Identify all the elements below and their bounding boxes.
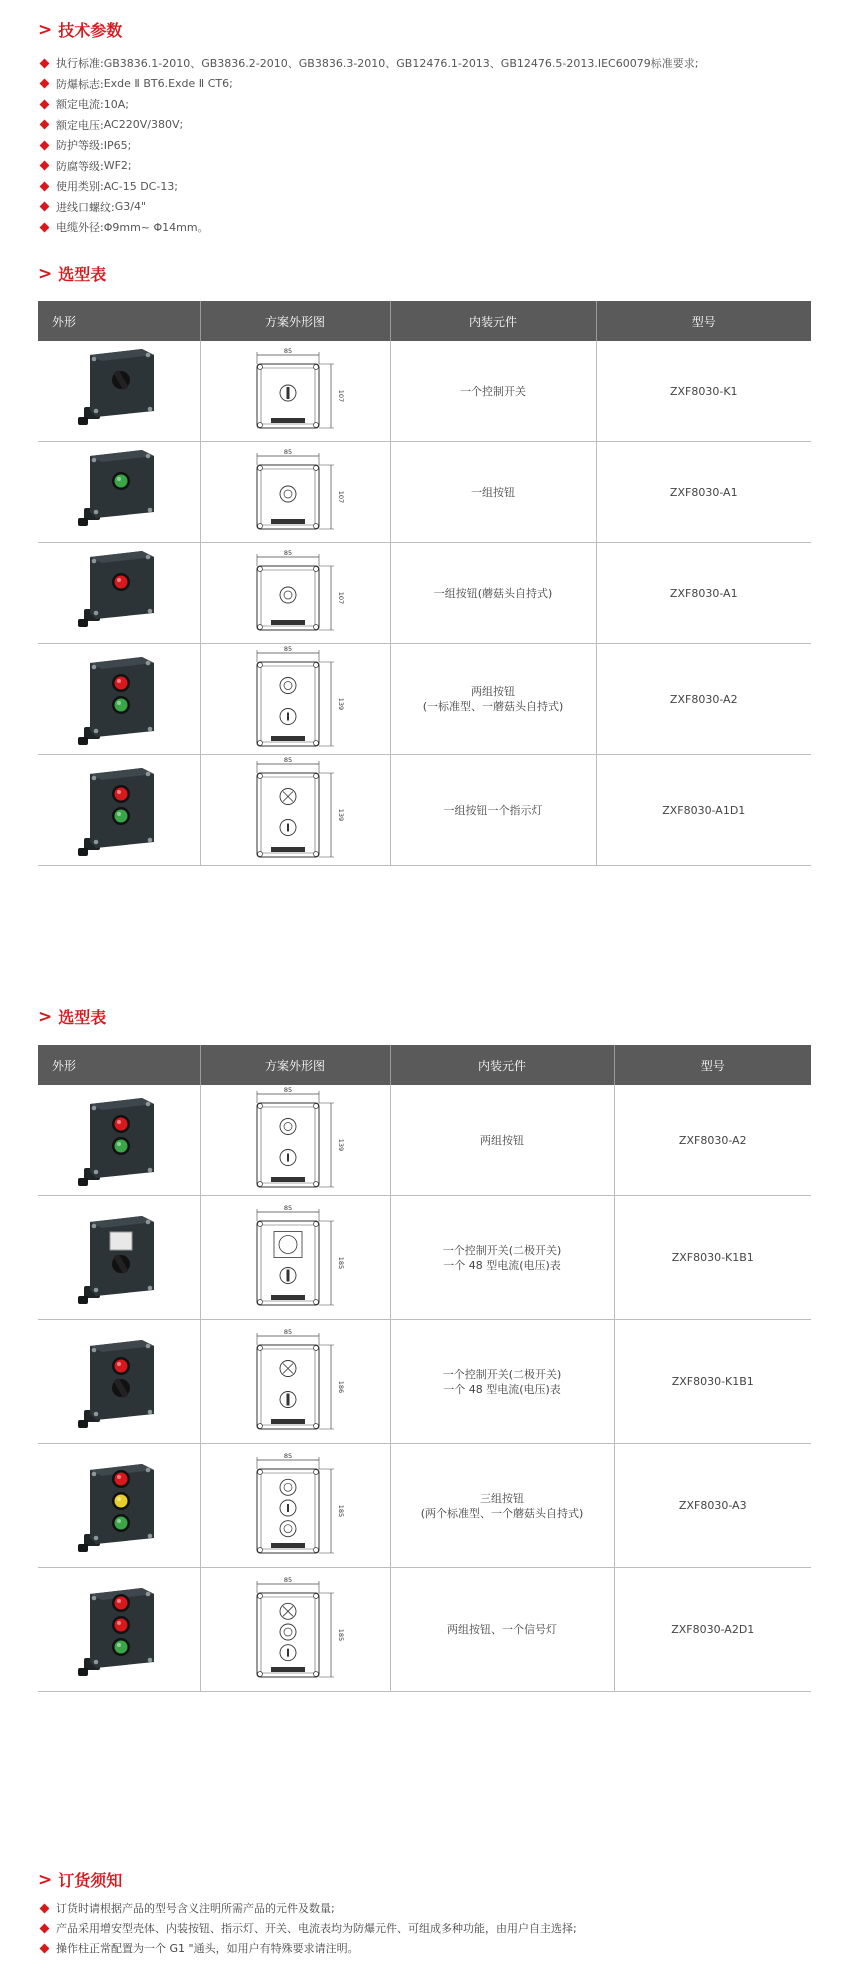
- param-value: GB3836.1-2010、GB3836.2-2010、GB3836.3-2010、GB12476.1-2013、GB12476.5-2013.IEC60079标准要求;: [103, 57, 699, 71]
- dimension-width-label: 85: [283, 1203, 293, 1212]
- button-symbol-icon: [280, 820, 296, 836]
- components-cell: [390, 543, 596, 644]
- chevron-right-icon: >: [38, 1006, 53, 1027]
- components-cell: [390, 1444, 614, 1568]
- tech-param-item: [38, 74, 838, 95]
- dimension-height-label: 185: [337, 1504, 345, 1517]
- switch-symbol-icon: [280, 1391, 296, 1407]
- lamp-symbol-icon: [280, 789, 296, 805]
- dimension-width-label: 85: [283, 448, 293, 456]
- diamond-bullet-icon: [40, 161, 50, 171]
- selection-table-1: [38, 301, 811, 866]
- component-line: 一个控制开关(二极开关): [442, 1243, 562, 1257]
- dimension-height-label: 107: [337, 490, 345, 504]
- component-line: 一个 48 型电流(电压)表: [443, 1382, 561, 1396]
- diamond-bullet-icon: [40, 222, 50, 232]
- param-label: 额定电压:: [56, 118, 104, 132]
- table-header-cell: 型号: [614, 1045, 811, 1085]
- component-line: 两组按钮: [471, 685, 515, 698]
- components-cell: [390, 1568, 614, 1692]
- dimension-height-label: 185: [337, 1628, 345, 1641]
- drawing-cell: [200, 543, 390, 644]
- model-cell: ZXF8030-A1: [596, 543, 811, 644]
- param-label: 防爆标志:: [56, 77, 104, 91]
- chevron-right-icon: >: [38, 1869, 53, 1890]
- tech-param-item: [38, 176, 838, 197]
- model-cell: ZXF8030-K1B1: [614, 1196, 811, 1320]
- drawing-cell: [200, 1444, 390, 1568]
- order-note-text: 操作柱正常配置为一个 G1 "通头，如用户有特殊要求请注明。: [56, 1942, 359, 1955]
- push-button-icon: [112, 472, 130, 490]
- param-label: 使用类别:: [56, 180, 104, 194]
- button-symbol-icon: [280, 1624, 296, 1640]
- product-photo-cell: [38, 1085, 200, 1196]
- dimension-drawing: [235, 644, 355, 754]
- dimension-drawing: [235, 1085, 355, 1195]
- push-button-icon: [112, 1137, 130, 1155]
- push-button-icon: [112, 1514, 130, 1532]
- tech-param-item: [38, 217, 838, 238]
- product-photo-cell: [38, 755, 200, 866]
- table-header-cell: 内装元件: [390, 1045, 614, 1085]
- dimension-width-label: 85: [283, 645, 293, 653]
- component-line: (两个标准型、一个蘑菇头自持式): [420, 1506, 584, 1520]
- selection-table-2: [38, 1045, 811, 1692]
- product-photo: [64, 1332, 174, 1432]
- model-cell: ZXF8030-A3: [614, 1444, 811, 1568]
- push-button-icon: [112, 1357, 130, 1375]
- dimension-width-label: 85: [283, 1327, 293, 1336]
- dimension-width-label: 85: [283, 1451, 293, 1460]
- section-title-text: 选型表: [58, 1008, 107, 1027]
- tech-param-item: [38, 156, 838, 177]
- components-cell: [390, 341, 596, 442]
- diamond-bullet-icon: [40, 1943, 50, 1953]
- table-row: [38, 1568, 811, 1692]
- dimension-height-label: 139: [337, 808, 345, 822]
- param-value: WF2;: [103, 159, 132, 173]
- model-cell: ZXF8030-A1D1: [596, 755, 811, 866]
- order-notes-list: [38, 1898, 838, 1958]
- dimension-width-label: 85: [283, 347, 293, 355]
- components-cell: [390, 644, 596, 755]
- drawing-cell: [200, 644, 390, 755]
- table-header-cell: 内装元件: [390, 301, 596, 341]
- product-photo: [64, 341, 174, 441]
- push-button-icon: [112, 807, 130, 825]
- param-label: 防腐等级:: [56, 159, 104, 173]
- section-title-text: 选型表: [58, 265, 107, 284]
- chevron-right-icon: >: [38, 263, 53, 284]
- table-header-cell: 外形: [38, 301, 200, 341]
- product-photo: [64, 760, 174, 860]
- model-cell: ZXF8030-A2: [596, 644, 811, 755]
- dimension-height-label: 185: [337, 1256, 345, 1269]
- push-button-icon: [112, 1115, 130, 1133]
- dimension-drawing: [235, 755, 355, 865]
- drawing-cell: [200, 1568, 390, 1692]
- table-header-row: [38, 1045, 811, 1085]
- push-button-icon: [112, 1470, 130, 1488]
- product-photo-cell: [38, 442, 200, 543]
- param-label: 防护等级:: [56, 139, 104, 153]
- diamond-bullet-icon: [40, 140, 50, 150]
- push-button-icon: [112, 696, 130, 714]
- lamp-symbol-icon: [280, 1360, 296, 1376]
- table-row: [38, 442, 811, 543]
- param-label: 执行标准:: [56, 57, 104, 71]
- diamond-bullet-icon: [40, 1923, 50, 1933]
- table-header-cell: 外形: [38, 1045, 200, 1085]
- product-photo: [64, 1208, 174, 1308]
- section-title-text: 订货须知: [58, 1871, 123, 1890]
- section-title-table1: [38, 262, 106, 285]
- param-value: 10A;: [103, 97, 129, 111]
- table-header-row: [38, 301, 811, 341]
- components-cell: [390, 1085, 614, 1196]
- order-note-text: 订货时请根据产品的型号含义注明所需产品的元件及数量;: [56, 1902, 335, 1915]
- drawing-cell: [200, 442, 390, 543]
- tech-params-list: [38, 53, 838, 238]
- model-cell: ZXF8030-A2D1: [614, 1568, 811, 1692]
- drawing-cell: [200, 755, 390, 866]
- param-label: 电缆外径:: [56, 221, 104, 235]
- dimension-height-label: 107: [337, 591, 345, 605]
- components-cell: [390, 442, 596, 543]
- order-note-item: [38, 1918, 838, 1938]
- section-title-table2: [38, 1005, 106, 1028]
- param-value: G3/4": [114, 200, 147, 214]
- component-line: 一组按钮: [471, 485, 515, 499]
- push-button-icon: [112, 1638, 130, 1656]
- button-symbol-icon: [280, 1119, 296, 1135]
- button-symbol-icon: [280, 709, 296, 725]
- table-header-cell: 方案外形图: [200, 301, 390, 341]
- dimension-width-label: 85: [283, 756, 293, 764]
- dimension-width-label: 85: [283, 1086, 293, 1094]
- table-row: [38, 543, 811, 644]
- order-note-item: [38, 1938, 838, 1958]
- component-line: 三组按钮: [480, 1491, 524, 1505]
- chevron-right-icon: >: [38, 19, 53, 40]
- diamond-bullet-icon: [40, 202, 50, 212]
- meter-icon: [110, 1232, 132, 1250]
- components-cell: [390, 1196, 614, 1320]
- button-symbol-icon: [280, 1150, 296, 1166]
- order-note-item: [38, 1898, 838, 1918]
- lamp-symbol-icon: [280, 1603, 296, 1619]
- button-symbol-icon: [280, 1644, 296, 1660]
- dimension-drawing: [235, 447, 355, 537]
- table-row: [38, 755, 811, 866]
- push-button-icon: [112, 674, 130, 692]
- tech-param-item: [38, 94, 838, 115]
- order-note-text: 产品采用增安型壳体、内装按钮、指示灯、开关、电流表均为防爆元件、可组成多种功能，由用户自主选择;: [56, 1922, 577, 1935]
- switch-symbol-icon: [280, 385, 296, 401]
- drawing-cell: [200, 1320, 390, 1444]
- drawing-cell: [200, 1196, 390, 1320]
- product-photo-cell: [38, 644, 200, 755]
- component-line: 一个控制开关(二极开关): [442, 1367, 562, 1381]
- diamond-bullet-icon: [40, 58, 50, 68]
- table-row: [38, 1444, 811, 1568]
- model-cell: ZXF8030-A1: [596, 442, 811, 543]
- table-row: [38, 341, 811, 442]
- section-title-tech: [38, 18, 122, 41]
- button-symbol-icon: [280, 1479, 296, 1495]
- product-photo: [64, 1090, 174, 1190]
- dimension-height-label: 107: [337, 389, 345, 403]
- section-title-text: 技术参数: [58, 21, 123, 40]
- param-label: 进线口螺纹:: [56, 200, 115, 214]
- table-row: [38, 1320, 811, 1444]
- components-cell: [390, 1320, 614, 1444]
- meter-symbol-icon: [274, 1231, 302, 1257]
- dimension-width-label: 85: [283, 549, 293, 557]
- table-header-cell: 型号: [596, 301, 811, 341]
- table-header-cell: 方案外形图: [200, 1045, 390, 1085]
- dimension-drawing: [235, 346, 355, 436]
- tech-param-item: [38, 197, 838, 218]
- push-button-icon: [112, 785, 130, 803]
- dimension-drawing: [235, 1203, 355, 1313]
- dimension-height-label: 139: [337, 697, 345, 711]
- tech-param-item: [38, 115, 838, 136]
- tech-param-item: [38, 135, 838, 156]
- model-cell: ZXF8030-K1B1: [614, 1320, 811, 1444]
- product-photo-cell: [38, 1444, 200, 1568]
- diamond-bullet-icon: [40, 120, 50, 130]
- button-symbol-icon: [280, 486, 296, 502]
- diamond-bullet-icon: [40, 1903, 50, 1913]
- dimension-height-label: 186: [337, 1380, 345, 1393]
- product-photo-cell: [38, 1320, 200, 1444]
- component-line: 两组按钮、一个信号灯: [447, 1623, 557, 1636]
- model-cell: ZXF8030-K1: [596, 341, 811, 442]
- component-line: 一组按钮一个指示灯: [443, 803, 543, 817]
- param-value: IP65;: [103, 138, 132, 152]
- drawing-cell: [200, 341, 390, 442]
- product-photo-cell: [38, 1196, 200, 1320]
- param-value: AC220V/380V;: [103, 118, 184, 132]
- diamond-bullet-icon: [40, 79, 50, 89]
- component-line: (一标准型、一蘑菇头自持式): [422, 700, 564, 713]
- dimension-drawing: [235, 1451, 355, 1561]
- switch-symbol-icon: [280, 1267, 296, 1283]
- dimension-drawing: [235, 1575, 355, 1685]
- param-value: AC-15 DC-13;: [103, 179, 179, 193]
- product-photo: [64, 649, 174, 749]
- product-photo-cell: [38, 543, 200, 644]
- component-line: 两组按钮: [480, 1133, 524, 1147]
- components-cell: [390, 755, 596, 866]
- diamond-bullet-icon: [40, 99, 50, 109]
- tech-param-item: [38, 53, 838, 74]
- dimension-drawing: [235, 1327, 355, 1437]
- button-symbol-icon: [280, 1500, 296, 1516]
- button-symbol-icon: [280, 1520, 296, 1536]
- button-symbol-icon: [280, 678, 296, 694]
- component-line: 一个 48 型电流(电压)表: [443, 1258, 561, 1272]
- table-row: [38, 644, 811, 755]
- push-button-icon: [112, 1616, 130, 1634]
- dimension-width-label: 85: [283, 1575, 293, 1584]
- table-row: [38, 1085, 811, 1196]
- button-symbol-icon: [280, 587, 296, 603]
- model-cell: ZXF8030-A2: [614, 1085, 811, 1196]
- section-title-order: [38, 1868, 122, 1891]
- product-photo: [64, 1580, 174, 1680]
- drawing-cell: [200, 1085, 390, 1196]
- component-line: 一组按钮(蘑菇头自持式): [433, 586, 553, 600]
- product-photo: [64, 442, 174, 542]
- product-photo: [64, 1456, 174, 1556]
- param-value: Φ9mm~ Φ14mm。: [103, 221, 209, 235]
- product-photo: [64, 543, 174, 643]
- push-button-icon: [112, 573, 130, 591]
- param-label: 额定电流:: [56, 98, 104, 112]
- dimension-height-label: 139: [337, 1138, 345, 1152]
- param-value: Exde Ⅱ BT6.Exde Ⅱ CT6;: [103, 77, 233, 91]
- dimension-drawing: [235, 548, 355, 638]
- push-button-icon: [112, 1594, 130, 1612]
- table-row: [38, 1196, 811, 1320]
- product-photo-cell: [38, 341, 200, 442]
- push-button-icon: [112, 1492, 130, 1510]
- diamond-bullet-icon: [40, 181, 50, 191]
- component-line: 一个控制开关: [460, 384, 526, 398]
- product-photo-cell: [38, 1568, 200, 1692]
